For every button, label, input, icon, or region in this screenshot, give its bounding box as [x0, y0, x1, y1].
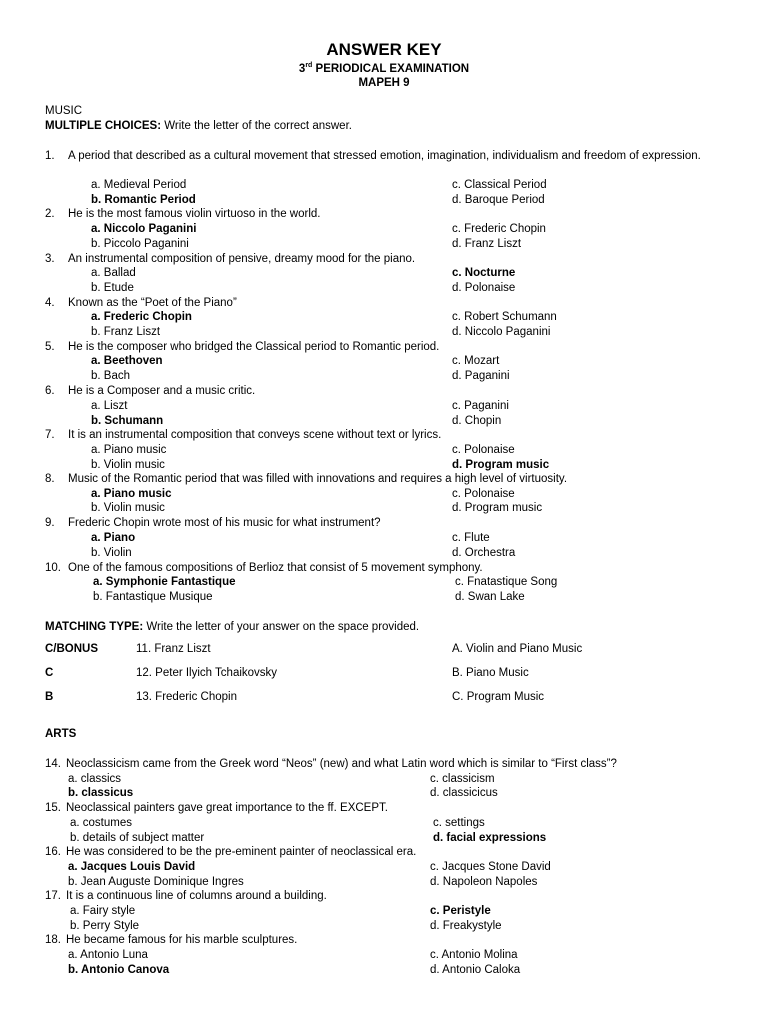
question-number: 3. [45, 253, 55, 265]
choice-a-correct: a. Jacques Louis David [68, 861, 196, 873]
question-text: He became famous for his marble sculptures. [66, 934, 298, 946]
matching-choice: B. Piano Music [452, 667, 529, 679]
choice-d: d. classicicus [430, 787, 498, 799]
choice-b-correct: b. classicus [68, 787, 134, 799]
choice-a-correct: a. Piano music [91, 488, 172, 500]
choice-c: c. Jacques Stone David [430, 861, 551, 873]
question-number: 10. [45, 562, 61, 574]
choice-d: d. Paganini [452, 370, 510, 382]
choice-d: d. Antonio Caloka [430, 964, 521, 976]
matching-item: 11. Franz Liszt [136, 643, 211, 655]
question-text: Music of the Romantic period that was filled with innovations and requires a high level of virtuosity. [68, 473, 568, 485]
choice-c: c. Polonaise [452, 488, 515, 500]
choice-d: d. Franz Liszt [452, 238, 522, 250]
question-text: He was considered to be the pre-eminent painter of neoclassical era. [66, 846, 417, 858]
choice-c: c. Robert Schumann [452, 311, 557, 323]
choice-a: a. Fairy style [70, 905, 136, 917]
question-text: Known as the “Poet of the Piano” [68, 297, 237, 309]
choice-b-correct: b. Schumann [91, 415, 164, 427]
matching-item: 12. Peter Ilyich Tchaikovsky [136, 667, 278, 679]
multiple-choice-instructions: MULTIPLE CHOICES: Write the letter of the correct answer. [45, 120, 352, 132]
question-number: 17. [45, 890, 61, 902]
music-section-heading: MUSIC [45, 105, 83, 117]
choice-d: d. Polonaise [452, 282, 516, 294]
choice-a-correct: a. Beethoven [91, 355, 163, 367]
choice-a: a. Liszt [91, 400, 128, 412]
question-text: Frederic Chopin wrote most of his music for what instrument? [68, 517, 381, 529]
choice-d-correct: d. facial expressions [433, 832, 547, 844]
choice-c: c. Mozart [452, 355, 500, 367]
question-text: An instrumental composition of pensive, dreamy mood for the piano. [68, 253, 416, 265]
matching-choice: A. Violin and Piano Music [452, 643, 583, 655]
choice-d: d. Swan Lake [455, 591, 525, 603]
choice-a: a. Ballad [91, 267, 136, 279]
choice-d: d. Chopin [452, 415, 502, 427]
question-number: 7. [45, 429, 55, 441]
choice-d: d. Freakystyle [430, 920, 502, 932]
choice-c-correct: c. Peristyle [430, 905, 491, 917]
choice-c: c. Flute [452, 532, 490, 544]
choice-b: b. Perry Style [70, 920, 140, 932]
choice-b: b. Jean Auguste Dominique Ingres [68, 876, 244, 888]
choice-b: b. details of subject matter [70, 832, 205, 844]
choice-b-correct: b. Romantic Period [91, 194, 196, 206]
question-text: A period that described as a cultural movement that stressed emotion, imagination, individualism and freedom of expression. [68, 150, 701, 162]
choice-c: c. classicism [430, 773, 495, 785]
choice-b: b. Violin music [91, 502, 165, 514]
subject-title: MAPEH 9 [358, 77, 410, 89]
choice-a: a. Medieval Period [91, 179, 187, 191]
choice-b-correct: b. Antonio Canova [68, 964, 170, 976]
question-number: 8. [45, 473, 55, 485]
choice-d: d. Orchestra [452, 547, 516, 559]
question-number: 18. [45, 934, 61, 946]
choice-a: a. costumes [70, 817, 132, 829]
choice-a-correct: a. Piano [91, 532, 136, 544]
choice-a: a. Piano music [91, 444, 167, 456]
choice-b: b. Violin [91, 547, 132, 559]
choice-c: c. Fnatastique Song [455, 576, 558, 588]
question-number: 1. [45, 150, 55, 162]
choice-a-correct: a. Symphonie Fantastique [93, 576, 236, 588]
choice-c: c. Frederic Chopin [452, 223, 546, 235]
choice-d: d. Niccolo Paganini [452, 326, 551, 338]
choice-c: c. Classical Period [452, 179, 547, 191]
matching-answer: B [45, 691, 54, 703]
choice-b: b. Franz Liszt [91, 326, 161, 338]
question-number: 16. [45, 846, 61, 858]
question-number: 15. [45, 802, 61, 814]
choice-b: b. Bach [91, 370, 130, 382]
matching-choice: C. Program Music [452, 691, 545, 703]
choice-b: b. Fantastique Musique [93, 591, 213, 603]
question-text: One of the famous compositions of Berlioz that consist of 5 movement symphony. [68, 562, 483, 574]
choice-b: b. Violin music [91, 459, 165, 471]
choice-c: c. Paganini [452, 400, 509, 412]
matching-answer: C [45, 667, 54, 679]
question-text: It is a continuous line of columns around a building. [66, 890, 327, 902]
choice-d: d. Baroque Period [452, 194, 545, 206]
choice-d: d. Program music [452, 502, 543, 514]
question-text: He is a Composer and a music critic. [68, 385, 256, 397]
choice-c: c. Antonio Molina [430, 949, 518, 961]
choice-a-correct: a. Frederic Chopin [91, 311, 192, 323]
question-number: 5. [45, 341, 55, 353]
question-text: He is the composer who bridged the Classical period to Romantic period. [68, 341, 440, 353]
question-number: 2. [45, 208, 55, 220]
page-title: ANSWER KEY [326, 40, 442, 59]
choice-c: c. Polonaise [452, 444, 515, 456]
question-text: It is an instrumental composition that conveys scene without text or lyrics. [68, 429, 442, 441]
question-number: 4. [45, 297, 55, 309]
arts-section-heading: ARTS [45, 728, 77, 740]
question-text: He is the most famous violin virtuoso in the world. [68, 208, 321, 220]
choice-a: a. Antonio Luna [68, 949, 148, 961]
matching-answer: C/BONUS [45, 643, 99, 655]
choice-d-correct: d. Program music [452, 459, 550, 471]
choice-b: b. Piccolo Paganini [91, 238, 189, 250]
choice-a-correct: a. Niccolo Paganini [91, 223, 197, 235]
matching-instructions: MATCHING TYPE: Write the letter of your answer on the space provided. [45, 621, 420, 633]
matching-item: 13. Frederic Chopin [136, 691, 237, 703]
question-number: 6. [45, 385, 55, 397]
exam-title: 3rd PERIODICAL EXAMINATION [298, 62, 470, 75]
choice-d: d. Napoleon Napoles [430, 876, 538, 888]
choice-c-correct: c. Nocturne [452, 267, 516, 279]
question-number: 14. [45, 758, 61, 770]
question-number: 9. [45, 517, 55, 529]
choice-c: c. settings [433, 817, 485, 829]
choice-a: a. classics [68, 773, 122, 785]
choice-b: b. Etude [91, 282, 134, 294]
question-text: Neoclassicism came from the Greek word “Neos” (new) and what Latin word which is similar to “First class”? [66, 758, 617, 770]
question-text: Neoclassical painters gave great importance to the ff. EXCEPT. [66, 802, 388, 814]
